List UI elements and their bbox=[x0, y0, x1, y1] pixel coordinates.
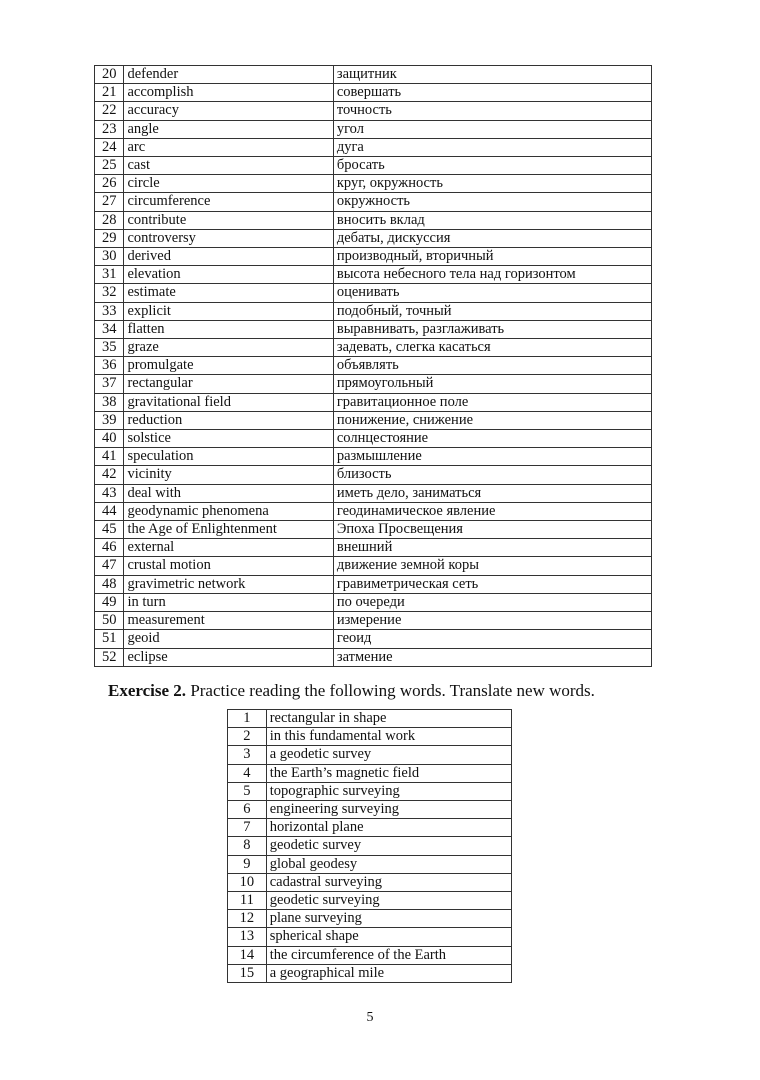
english-term: derived bbox=[124, 248, 333, 266]
phrase-text: geodetic survey bbox=[266, 837, 511, 855]
russian-translation: объявлять bbox=[333, 357, 651, 375]
phrase-text: spherical shape bbox=[266, 928, 511, 946]
russian-translation: угол bbox=[333, 120, 651, 138]
vocabulary-row bbox=[95, 466, 652, 484]
english-term: arc bbox=[124, 138, 333, 156]
vocabulary-row bbox=[95, 138, 652, 156]
phrases-table-body bbox=[228, 710, 512, 983]
russian-translation: по очереди bbox=[333, 593, 651, 611]
phrase-text: rectangular in shape bbox=[266, 710, 511, 728]
row-number: 31 bbox=[95, 266, 124, 284]
russian-translation: затмение bbox=[333, 648, 651, 666]
vocabulary-row bbox=[95, 375, 652, 393]
vocabulary-row bbox=[95, 393, 652, 411]
phrase-row bbox=[228, 782, 512, 800]
phrase-text: geodetic surveying bbox=[266, 892, 511, 910]
vocabulary-row bbox=[95, 211, 652, 229]
russian-translation: солнцестояние bbox=[333, 430, 651, 448]
row-number: 27 bbox=[95, 193, 124, 211]
phrase-row bbox=[228, 855, 512, 873]
english-term: angle bbox=[124, 120, 333, 138]
phrase-text: in this fundamental work bbox=[266, 728, 511, 746]
phrases-table bbox=[227, 709, 512, 983]
row-number: 42 bbox=[95, 466, 124, 484]
phrase-row bbox=[228, 728, 512, 746]
vocabulary-row bbox=[95, 357, 652, 375]
phrase-row bbox=[228, 873, 512, 891]
english-term: vicinity bbox=[124, 466, 333, 484]
vocabulary-row bbox=[95, 229, 652, 247]
row-number: 3 bbox=[228, 746, 267, 764]
row-number: 21 bbox=[95, 84, 124, 102]
row-number: 37 bbox=[95, 375, 124, 393]
row-number: 1 bbox=[228, 710, 267, 728]
russian-translation: окружность bbox=[333, 193, 651, 211]
row-number: 35 bbox=[95, 339, 124, 357]
phrase-row bbox=[228, 892, 512, 910]
exercise-label: Exercise 2. bbox=[108, 681, 187, 700]
vocabulary-row bbox=[95, 248, 652, 266]
row-number: 46 bbox=[95, 539, 124, 557]
row-number: 34 bbox=[95, 320, 124, 338]
exercise-instruction: Practice reading the following words. Translate new words. bbox=[186, 681, 595, 700]
phrase-row bbox=[228, 946, 512, 964]
vocabulary-row bbox=[95, 448, 652, 466]
english-term: graze bbox=[124, 339, 333, 357]
vocabulary-row bbox=[95, 612, 652, 630]
phrase-row bbox=[228, 928, 512, 946]
row-number: 50 bbox=[95, 612, 124, 630]
row-number: 26 bbox=[95, 175, 124, 193]
row-number: 2 bbox=[228, 728, 267, 746]
row-number: 39 bbox=[95, 411, 124, 429]
vocabulary-row bbox=[95, 320, 652, 338]
russian-translation: точность bbox=[333, 102, 651, 120]
row-number: 41 bbox=[95, 448, 124, 466]
russian-translation: производный, вторичный bbox=[333, 248, 651, 266]
english-term: eclipse bbox=[124, 648, 333, 666]
english-term: speculation bbox=[124, 448, 333, 466]
russian-translation: задевать, слегка касаться bbox=[333, 339, 651, 357]
phrase-row bbox=[228, 837, 512, 855]
row-number: 10 bbox=[228, 873, 267, 891]
english-term: deal with bbox=[124, 484, 333, 502]
russian-translation: прямоугольный bbox=[333, 375, 651, 393]
row-number: 48 bbox=[95, 575, 124, 593]
vocabulary-table bbox=[94, 65, 652, 667]
row-number: 15 bbox=[228, 964, 267, 982]
english-term: contribute bbox=[124, 211, 333, 229]
russian-translation: подобный, точный bbox=[333, 302, 651, 320]
vocabulary-row bbox=[95, 648, 652, 666]
phrase-text: a geographical mile bbox=[266, 964, 511, 982]
exercise-heading bbox=[108, 680, 595, 702]
vocabulary-row bbox=[95, 502, 652, 520]
english-term: flatten bbox=[124, 320, 333, 338]
russian-translation: геодинамическое явление bbox=[333, 502, 651, 520]
row-number: 33 bbox=[95, 302, 124, 320]
phrase-row bbox=[228, 764, 512, 782]
english-term: rectangular bbox=[124, 375, 333, 393]
vocabulary-row bbox=[95, 120, 652, 138]
row-number: 8 bbox=[228, 837, 267, 855]
english-term: geodynamic phenomena bbox=[124, 502, 333, 520]
row-number: 36 bbox=[95, 357, 124, 375]
russian-translation: понижение, снижение bbox=[333, 411, 651, 429]
english-term: geoid bbox=[124, 630, 333, 648]
english-term: accuracy bbox=[124, 102, 333, 120]
russian-translation: выравнивать, разглаживать bbox=[333, 320, 651, 338]
row-number: 7 bbox=[228, 819, 267, 837]
english-term: estimate bbox=[124, 284, 333, 302]
row-number: 51 bbox=[95, 630, 124, 648]
row-number: 23 bbox=[95, 120, 124, 138]
russian-translation: дебаты, дискуссия bbox=[333, 229, 651, 247]
row-number: 40 bbox=[95, 430, 124, 448]
phrase-row bbox=[228, 910, 512, 928]
russian-translation: гравиметрическая сеть bbox=[333, 575, 651, 593]
vocabulary-row bbox=[95, 157, 652, 175]
vocabulary-row bbox=[95, 521, 652, 539]
russian-translation: круг, окружность bbox=[333, 175, 651, 193]
phrase-text: topographic surveying bbox=[266, 782, 511, 800]
phrase-row bbox=[228, 746, 512, 764]
vocabulary-row bbox=[95, 557, 652, 575]
row-number: 20 bbox=[95, 66, 124, 84]
russian-translation: размышление bbox=[333, 448, 651, 466]
vocabulary-row bbox=[95, 593, 652, 611]
row-number: 28 bbox=[95, 211, 124, 229]
phrase-text: global geodesy bbox=[266, 855, 511, 873]
english-term: circle bbox=[124, 175, 333, 193]
phrase-row bbox=[228, 801, 512, 819]
row-number: 24 bbox=[95, 138, 124, 156]
russian-translation: гравитационное поле bbox=[333, 393, 651, 411]
russian-translation: оценивать bbox=[333, 284, 651, 302]
phrase-text: the Earth’s magnetic field bbox=[266, 764, 511, 782]
row-number: 49 bbox=[95, 593, 124, 611]
english-term: crustal motion bbox=[124, 557, 333, 575]
russian-translation: измерение bbox=[333, 612, 651, 630]
row-number: 47 bbox=[95, 557, 124, 575]
russian-translation: высота небесного тела над горизонтом bbox=[333, 266, 651, 284]
english-term: gravimetric network bbox=[124, 575, 333, 593]
row-number: 14 bbox=[228, 946, 267, 964]
vocabulary-row bbox=[95, 484, 652, 502]
english-term: elevation bbox=[124, 266, 333, 284]
row-number: 9 bbox=[228, 855, 267, 873]
phrase-text: engineering surveying bbox=[266, 801, 511, 819]
vocabulary-row bbox=[95, 175, 652, 193]
vocabulary-row bbox=[95, 266, 652, 284]
vocabulary-row bbox=[95, 539, 652, 557]
russian-translation: движение земной коры bbox=[333, 557, 651, 575]
vocabulary-row bbox=[95, 102, 652, 120]
phrase-row bbox=[228, 710, 512, 728]
english-term: external bbox=[124, 539, 333, 557]
row-number: 44 bbox=[95, 502, 124, 520]
english-term: defender bbox=[124, 66, 333, 84]
row-number: 45 bbox=[95, 521, 124, 539]
russian-translation: близость bbox=[333, 466, 651, 484]
russian-translation: Эпоха Просвещения bbox=[333, 521, 651, 539]
phrase-text: a geodetic survey bbox=[266, 746, 511, 764]
english-term: measurement bbox=[124, 612, 333, 630]
russian-translation: бросать bbox=[333, 157, 651, 175]
english-term: accomplish bbox=[124, 84, 333, 102]
phrase-row bbox=[228, 819, 512, 837]
english-term: circumference bbox=[124, 193, 333, 211]
row-number: 30 bbox=[95, 248, 124, 266]
row-number: 11 bbox=[228, 892, 267, 910]
vocabulary-row bbox=[95, 302, 652, 320]
vocabulary-row bbox=[95, 339, 652, 357]
russian-translation: геоид bbox=[333, 630, 651, 648]
russian-translation: защитник bbox=[333, 66, 651, 84]
english-term: explicit bbox=[124, 302, 333, 320]
row-number: 43 bbox=[95, 484, 124, 502]
english-term: cast bbox=[124, 157, 333, 175]
english-term: the Age of Enlightenment bbox=[124, 521, 333, 539]
phrase-text: cadastral surveying bbox=[266, 873, 511, 891]
page-number: 5 bbox=[366, 1010, 374, 1025]
vocabulary-row bbox=[95, 411, 652, 429]
row-number: 32 bbox=[95, 284, 124, 302]
row-number: 13 bbox=[228, 928, 267, 946]
english-term: in turn bbox=[124, 593, 333, 611]
row-number: 4 bbox=[228, 764, 267, 782]
phrase-text: horizontal plane bbox=[266, 819, 511, 837]
vocabulary-row bbox=[95, 630, 652, 648]
vocabulary-row bbox=[95, 193, 652, 211]
phrase-text: the circumference of the Earth bbox=[266, 946, 511, 964]
russian-translation: совершать bbox=[333, 84, 651, 102]
vocabulary-table-body bbox=[95, 66, 652, 667]
row-number: 6 bbox=[228, 801, 267, 819]
russian-translation: внешний bbox=[333, 539, 651, 557]
row-number: 22 bbox=[95, 102, 124, 120]
row-number: 5 bbox=[228, 782, 267, 800]
phrase-text: plane surveying bbox=[266, 910, 511, 928]
row-number: 52 bbox=[95, 648, 124, 666]
vocabulary-row bbox=[95, 284, 652, 302]
russian-translation: вносить вклад bbox=[333, 211, 651, 229]
english-term: reduction bbox=[124, 411, 333, 429]
phrase-row bbox=[228, 964, 512, 982]
russian-translation: иметь дело, заниматься bbox=[333, 484, 651, 502]
row-number: 25 bbox=[95, 157, 124, 175]
row-number: 29 bbox=[95, 229, 124, 247]
english-term: solstice bbox=[124, 430, 333, 448]
row-number: 38 bbox=[95, 393, 124, 411]
russian-translation: дуга bbox=[333, 138, 651, 156]
english-term: promulgate bbox=[124, 357, 333, 375]
english-term: gravitational field bbox=[124, 393, 333, 411]
vocabulary-row bbox=[95, 430, 652, 448]
vocabulary-row bbox=[95, 575, 652, 593]
row-number: 12 bbox=[228, 910, 267, 928]
vocabulary-row bbox=[95, 84, 652, 102]
english-term: controversy bbox=[124, 229, 333, 247]
vocabulary-row bbox=[95, 66, 652, 84]
